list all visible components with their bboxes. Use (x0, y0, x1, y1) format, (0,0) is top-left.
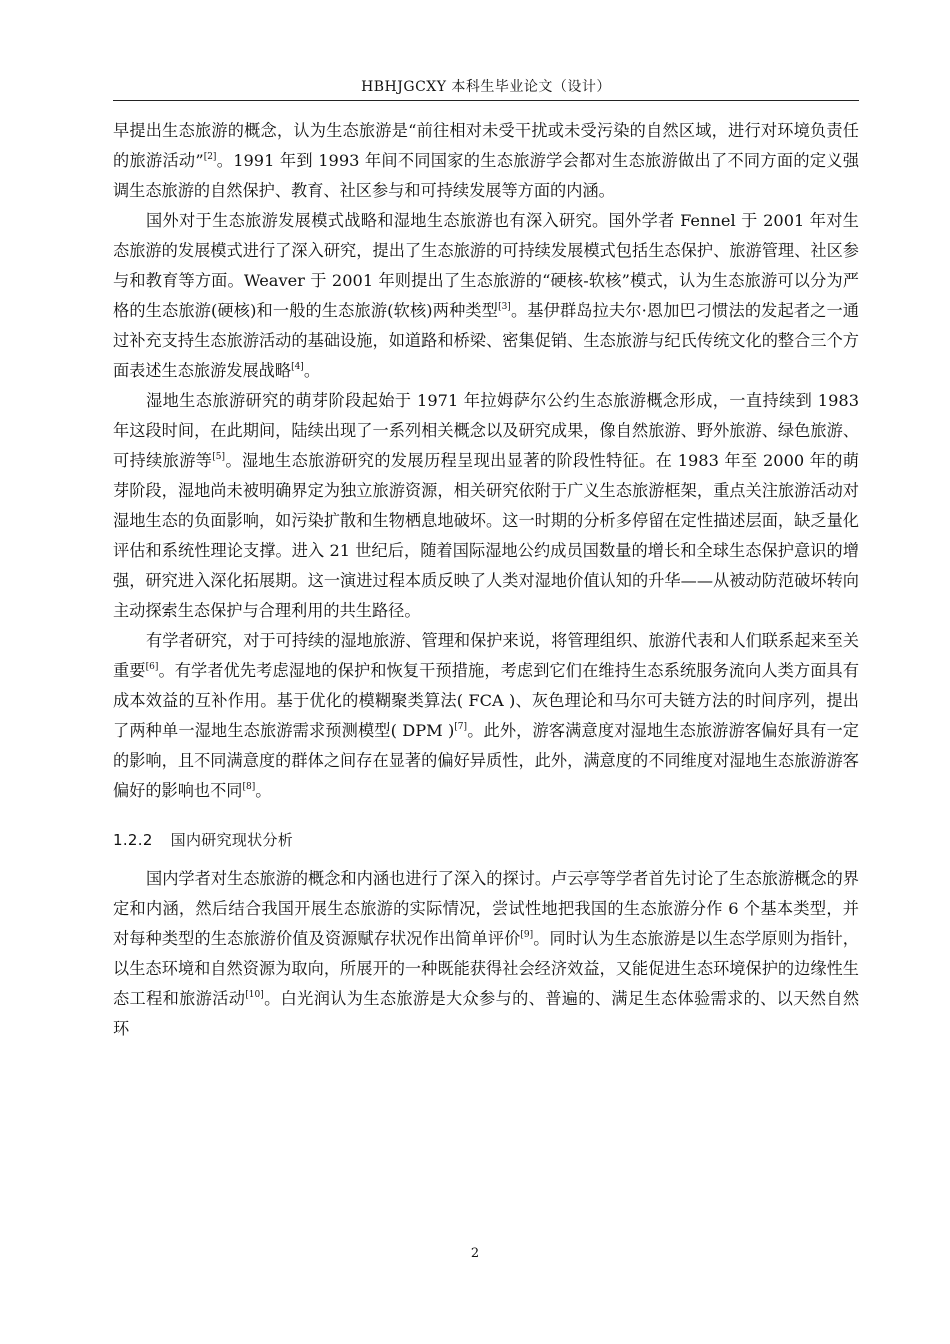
citation: [4] (291, 362, 304, 372)
page-number: 2 (470, 1246, 480, 1261)
header-rule (113, 100, 859, 101)
citation: [9] (520, 930, 534, 940)
paragraph-text: 。1991 年到 1993 年间不同国家的生态旅游学会都对生态旅游做出了不同方面的定义强调生态旅游的自然保护、教育、社区参与和可持续发展等方面的内涵。 (113, 151, 860, 200)
citation: [10] (245, 990, 264, 1000)
paragraph-text: 早提出生态旅游的概念，认为生态旅游是“前往相对未受干扰或未受污染的自然区域，进行对环境负责任的旅游活动” (113, 121, 859, 170)
page-header: HBHJGCXY 本科生毕业论文（设计） (361, 79, 611, 95)
paragraph-text: 。 (303, 361, 320, 380)
paragraph-3 (113, 386, 859, 626)
section-title: 国内研究现状分析 (170, 831, 294, 849)
paragraph-text: 。有学者优先考虑湿地的保护和恢复干预措施，考虑到它们在维持生态系统服务流向人类方面具有成本效益的互补作用。基于优化的模糊聚类算法( FCA )、灰色理论和马尔可夫链方法的时间序列，提出了两种单一湿地生态旅游需求预测模型( DPM ) (113, 661, 860, 740)
paragraph-text: 。此外，游客满意度对湿地生态旅游游客偏好具有一定的影响，且不同满意度的群体之间存在显著的偏好异质性，此外，满意度的不同维度对湿地生态旅游游客偏好的影响也不同 (113, 721, 859, 800)
citation: [7] (454, 722, 468, 732)
citation: [8] (242, 782, 256, 792)
paragraph-text: 。湿地生态旅游研究的发展历程呈现出显著的阶段性特征。在 1983 年至 2000 年的萌芽阶段，湿地尚未被明确界定为独立旅游资源，相关研究依附于广义生态旅游框架，重点关注旅游活动对湿地生态的负面影响，如污染扩散和生物栖息地破坏。这一时期的分析多停留在定性描述层面，缺乏量化评估和系统性理论支撑。进入 21 世纪后，随着国际湿地公约成员国数量的增长和全球生态保护意识的增强，研究进入深化拓展期。这一演进过程本质反映了人类对湿地价值认知的升华——从被动防范破坏转向主动探索生态保护与合理利用的共生路径。 (113, 451, 859, 620)
paragraph-text: 国外对于生态旅游发展模式战略和湿地生态旅游也有深入研究。国外学者 Fennel 于 2001 年对生态旅游的发展模式进行了深入研究，提出了生态旅游的可持续发展模式包括生态保护、旅游管理、社区参与和教育等方面。Weaver 于 2001 年则提出了生态旅游的“硬核-软核”模式，认为生态旅游可以分为严格的生态旅游(硬核)和一般的生态旅游(软核)两种类型 (113, 211, 859, 320)
paragraph-text: 。同时认为生态旅游是以生态学原则为指针，以生态环境和自然资源为取向，所展开的一种既能获得社会经济效益，又能促进生态环境保护的边缘性生态工程和旅游活动 (113, 929, 859, 1008)
paragraph-text: 有学者研究，对于可持续的湿地旅游、管理和保护来说，将管理组织、旅游代表和人们联系起来至关重要 (113, 631, 859, 680)
paragraph-1 (113, 116, 859, 206)
citation: [5] (212, 452, 226, 462)
paragraph-4 (113, 626, 859, 806)
citation: [6] (145, 662, 159, 672)
paragraph-2 (113, 206, 859, 386)
section-number: 1.2.2 (113, 831, 153, 849)
paragraph-text: 。基伊群岛拉夫尔·恩加巴刁惯法的发起者之一通过补充支持生态旅游活动的基础设施，如道路和桥梁、密集促销、生态旅游与纪氏传统文化的整合三个方面表述生态旅游发展战略 (113, 301, 859, 380)
paragraph-text: 国内学者对生态旅游的概念和内涵也进行了深入的探讨。卢云亭等学者首先讨论了生态旅游概念的界定和内涵，然后结合我国开展生态旅游的实际情况，尝试性地把我国的生态旅游分作 6 个基本类型，并对每种类型的生态旅游价值及资源赋存状况作出简单评价 (113, 869, 859, 948)
citation: [2] (203, 152, 217, 162)
paragraph-text: 。 (255, 781, 272, 800)
paragraph-text: 湿地生态旅游研究的萌芽阶段起始于 1971 年拉姆萨尔公约生态旅游概念形成，一直持续到 1983 年这段时间，在此期间，陆续出现了一系列相关概念以及研究成果，像自然旅游、野外旅游、绿色旅游、可持续旅游等 (113, 391, 859, 470)
paragraph-text: 。白光润认为生态旅游是大众参与的、普遍的、满足生态体验需求的、以天然自然环 (113, 989, 860, 1038)
paragraph-5 (113, 864, 859, 1044)
body-text (113, 116, 859, 1044)
section-heading (113, 826, 859, 854)
citation: [3] (498, 302, 511, 312)
